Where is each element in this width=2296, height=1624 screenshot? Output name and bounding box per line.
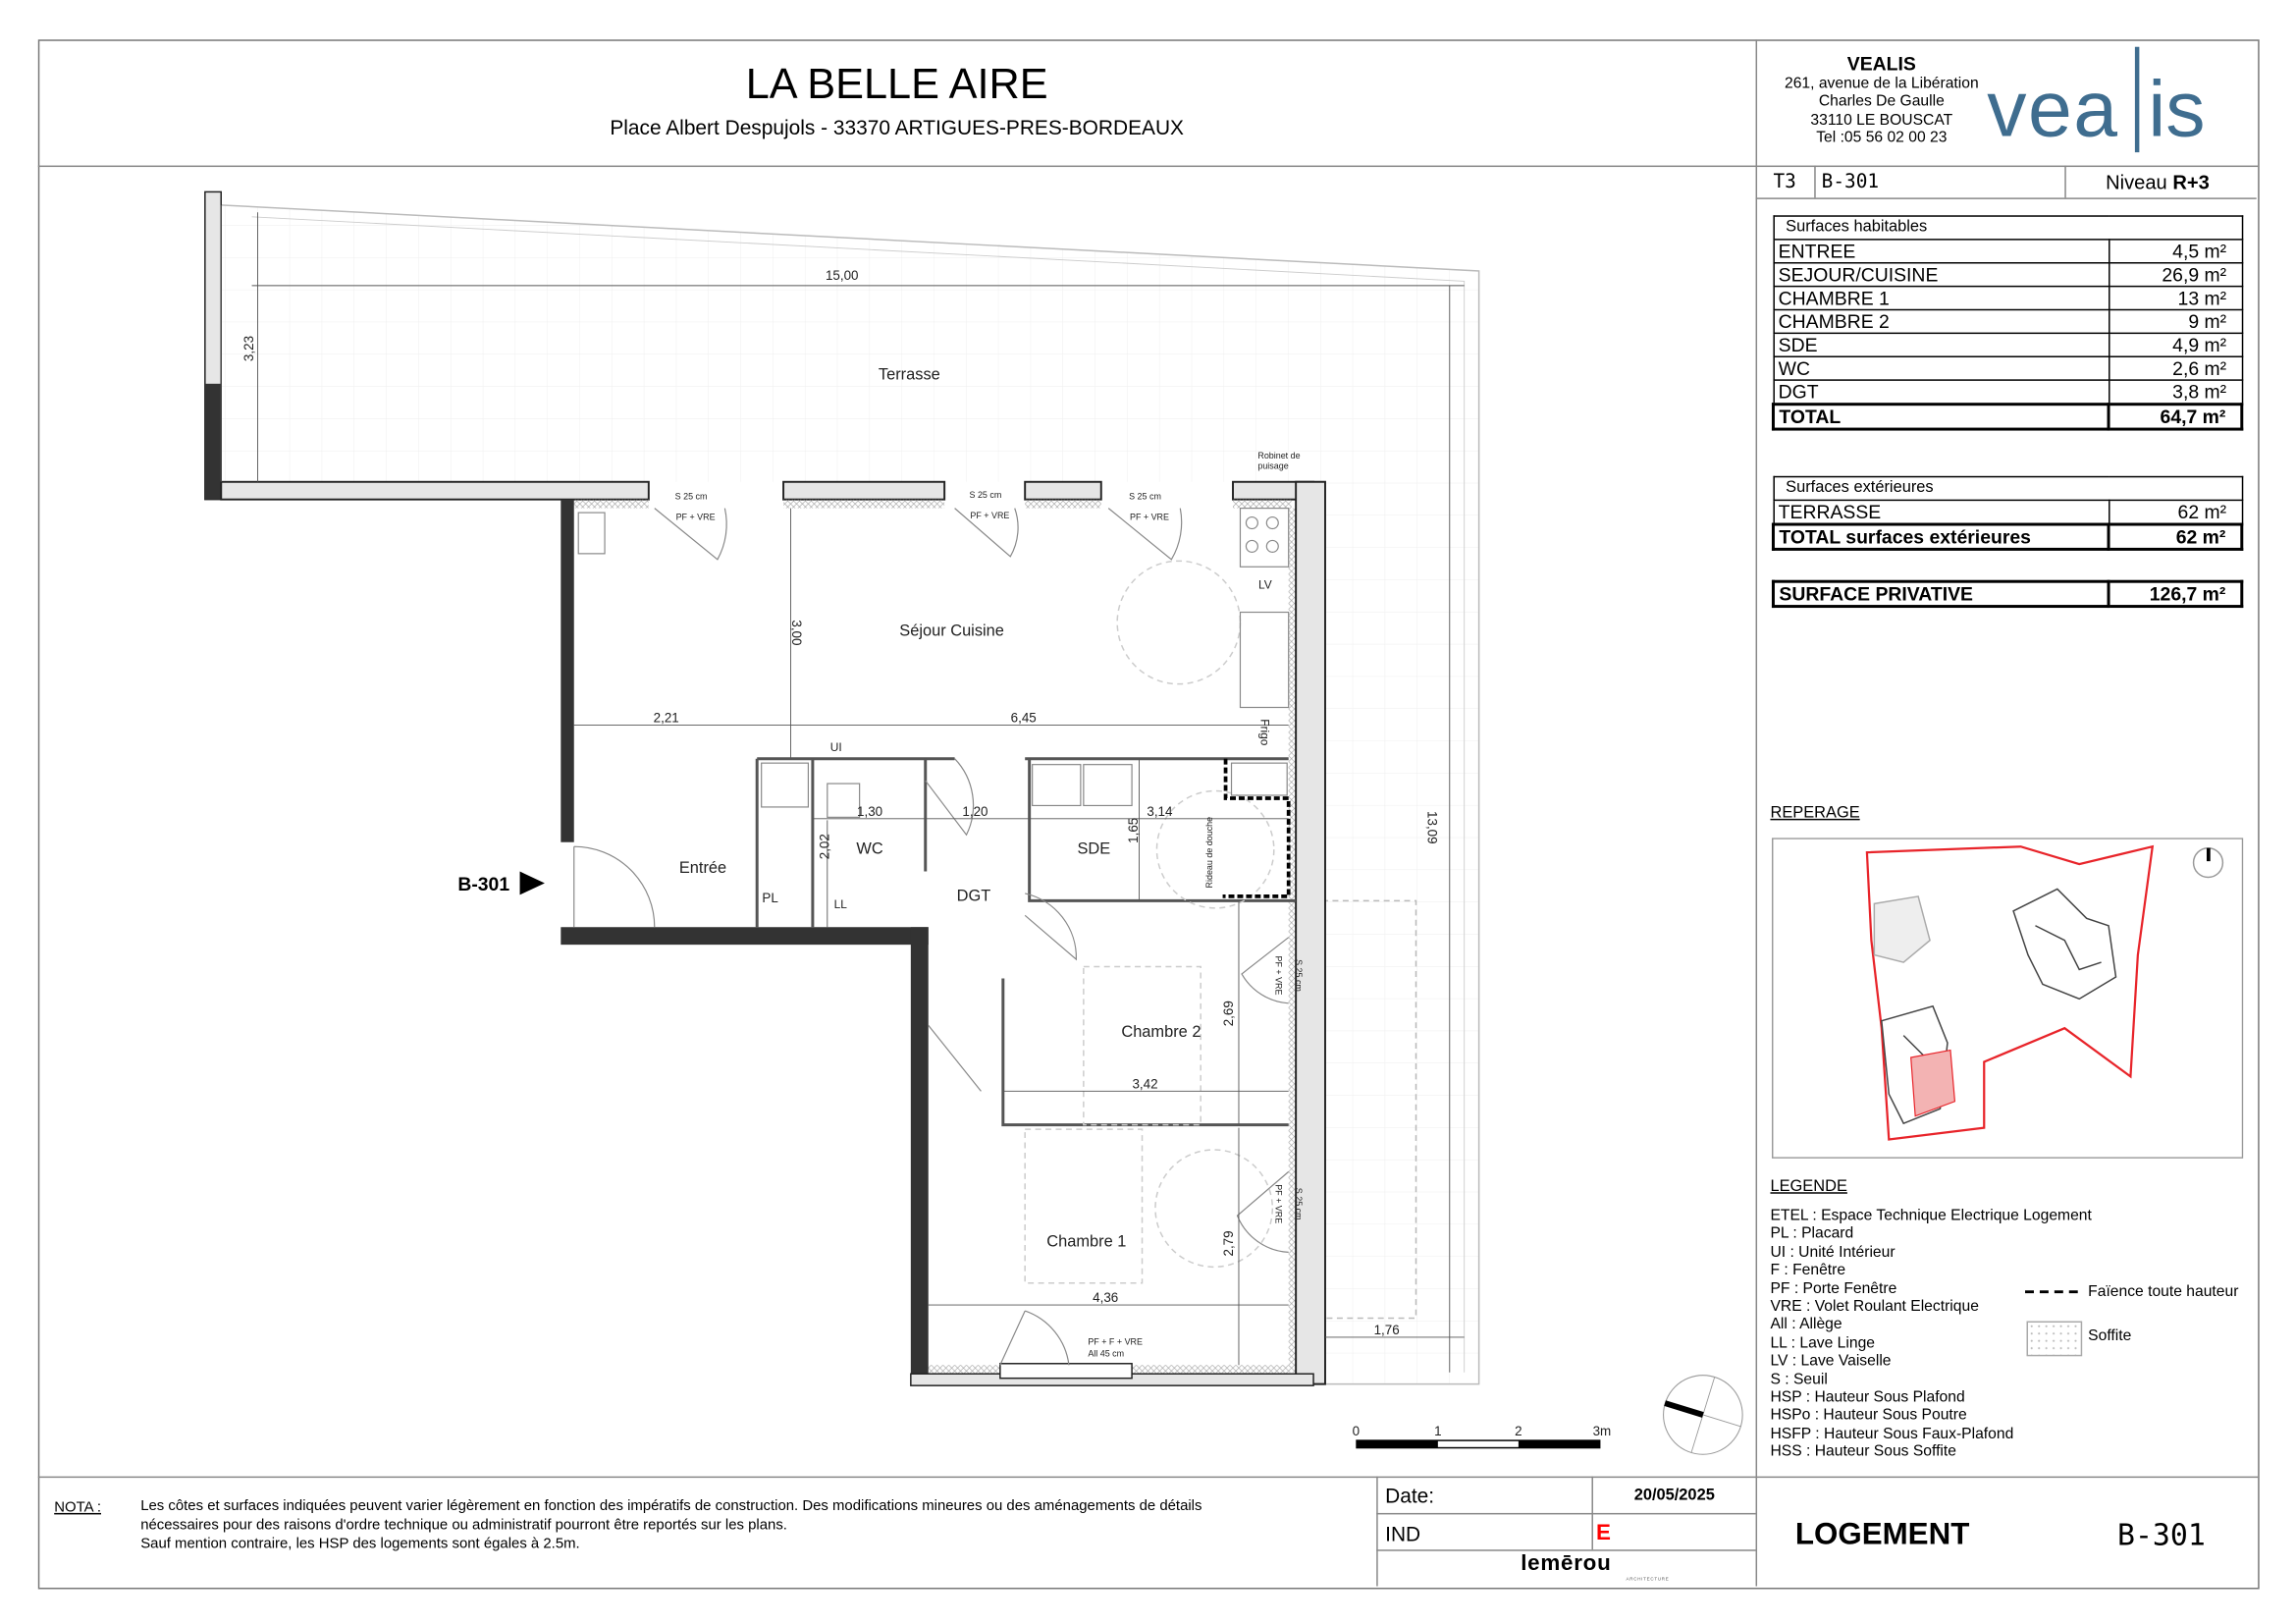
- faience-dash-symbol: [2025, 1290, 2078, 1293]
- west-wall: [561, 500, 573, 842]
- faience-line: [1223, 759, 1289, 896]
- surfaces-exterieures-table: [1772, 476, 2243, 551]
- dim-label: 13,09: [1424, 811, 1440, 844]
- vealis-logo: [1984, 44, 2218, 161]
- level-label: Niveau: [2106, 171, 2167, 193]
- nota-line: nécessaires pour des raisons d'ordre technique ou administratif pourront être reportés sur les plans.: [140, 1517, 787, 1534]
- company-address: Charles De Gaulle: [1818, 92, 1945, 111]
- row-label: CHAMBRE 2: [1773, 309, 2109, 333]
- dim-label: 3,00: [789, 620, 805, 646]
- dim-label: 1,30: [857, 803, 883, 819]
- room-label-chambre2: Chambre 2: [1121, 1023, 1201, 1042]
- project-address: Place Albert Despujols - 33370 ARTIGUES-PRES-BORDEAUX: [610, 115, 1184, 139]
- room-label-chambre1: Chambre 1: [1046, 1232, 1127, 1251]
- scale-label: 0: [1352, 1423, 1361, 1438]
- divider: [2064, 166, 2065, 198]
- rideau-note: Rideau de douche: [1204, 816, 1215, 889]
- nota-line: Sauf mention contraire, les HSP des logements sont égales à 2.5m.: [140, 1536, 580, 1553]
- unit-marker-label: B-301: [457, 873, 510, 895]
- date-label: Date:: [1385, 1484, 1435, 1507]
- dim-label: 1,20: [962, 803, 988, 819]
- legend-item: S : Seuil: [1770, 1370, 1828, 1388]
- room-label-sde: SDE: [1077, 839, 1111, 858]
- dim-label: 1,76: [1373, 1322, 1400, 1337]
- divider: [1756, 39, 1757, 1586]
- legend-item: HSS : Hauteur Sous Soffite: [1770, 1442, 1956, 1461]
- row-value: 26,9 m²: [2109, 263, 2242, 287]
- row-value: 4,5 m²: [2109, 240, 2242, 263]
- reperage-title: REPERAGE: [1770, 803, 1860, 822]
- company-address: 261, avenue de la Libération: [1784, 75, 1979, 92]
- divider: [1376, 1513, 1755, 1514]
- ind-value: E: [1595, 1520, 1611, 1545]
- row-label: WC: [1773, 356, 2109, 380]
- scale-label: 1: [1434, 1423, 1442, 1438]
- allege-note: All 45 cm: [1088, 1348, 1125, 1359]
- row-label: DGT: [1773, 380, 2109, 405]
- dim-label: 3,14: [1147, 803, 1173, 819]
- legend-item: PF : Porte Fenêtre: [1770, 1279, 1897, 1298]
- terrace-wall: [205, 384, 221, 500]
- company-block: [1764, 53, 1999, 147]
- logement-ref: B-301: [2116, 1517, 2206, 1553]
- seuil-note: S 25 cm: [1129, 491, 1161, 502]
- table-row: [1773, 240, 2241, 263]
- total-row: [1773, 524, 2241, 549]
- date-value: 20/05/2025: [1633, 1487, 1715, 1504]
- row-value: 13 m²: [2109, 287, 2242, 310]
- dim-label: 2,02: [817, 834, 832, 860]
- soffite-symbol: [2027, 1322, 2083, 1357]
- legend-title: LEGENDE: [1770, 1177, 1847, 1196]
- furniture: [1025, 561, 1274, 1282]
- architect-logo-sub: ARCHITECTURE: [1626, 1576, 1670, 1583]
- dim-label: 2,21: [653, 710, 679, 726]
- scale-bar: [1353, 1424, 1612, 1448]
- opening-note: PF + VRE: [1273, 1184, 1284, 1224]
- table-row: [1773, 333, 2241, 356]
- label-frigo: Frigo: [1257, 719, 1272, 746]
- row-label: CHAMBRE 1: [1773, 287, 2109, 310]
- total-label: TOTAL surfaces extérieures: [1773, 524, 2109, 549]
- window: [1000, 1364, 1132, 1379]
- unit-ref: B-301: [1821, 171, 1880, 193]
- table-title: Surfaces extérieures: [1773, 477, 2241, 501]
- unit-type: T3: [1773, 171, 1796, 193]
- total-label: SURFACE PRIVATIVE: [1773, 581, 2109, 606]
- seuil-note: S 25 cm: [1294, 1187, 1305, 1220]
- table-row: [1773, 263, 2241, 287]
- legend-item: F : Fenêtre: [1770, 1261, 1846, 1279]
- svg-text:vea: vea: [1987, 65, 2119, 154]
- company-name: VEALIS: [1846, 52, 1916, 76]
- opening-note: PF + F + VRE: [1088, 1336, 1143, 1347]
- total-value: 62 m²: [2109, 524, 2242, 549]
- room-label-entree: Entrée: [678, 859, 727, 878]
- room-label-wc: WC: [856, 839, 883, 858]
- legend-soffite: Soffite: [2088, 1326, 2132, 1345]
- row-value: 2,6 m²: [2109, 356, 2242, 380]
- reperage-map: [1772, 838, 2243, 1159]
- dim-label: 3,23: [241, 335, 257, 362]
- legend-item: HSFP : Hauteur Sous Faux-Plafond: [1770, 1425, 2014, 1443]
- scale-label: 3m: [1592, 1423, 1612, 1438]
- robinet-note: Robinet de: [1257, 450, 1301, 460]
- legend-item: HSP : Hauteur Sous Plafond: [1770, 1388, 1965, 1407]
- compass-icon: [1664, 1376, 1743, 1455]
- legend-item: LV : Lave Vaiselle: [1770, 1352, 1892, 1371]
- legend-item: LL : Lave Linge: [1770, 1333, 1876, 1352]
- opening-note: PF + VRE: [1273, 955, 1284, 996]
- ind-label: IND: [1385, 1521, 1421, 1545]
- table-title: Surfaces habitables: [1773, 216, 2241, 240]
- project-title: LA BELLE AIRE: [745, 61, 1048, 109]
- seuil-note: S 25 cm: [1294, 959, 1305, 992]
- legend-item: PL : Placard: [1770, 1224, 1854, 1243]
- robinet-note: puisage: [1257, 460, 1289, 471]
- label-ll: LL: [833, 896, 847, 911]
- divider: [1756, 197, 2257, 198]
- room-label-sejour: Séjour Cuisine: [899, 622, 1004, 640]
- dim-label: 1,65: [1126, 817, 1142, 843]
- table-row: [1773, 380, 2241, 405]
- dim-label: 4,36: [1093, 1290, 1119, 1306]
- dim-label: 2,69: [1221, 1001, 1237, 1027]
- svg-text:is: is: [2148, 65, 2206, 154]
- nota-text: [140, 1497, 1370, 1554]
- nota-line: Les côtes et surfaces indiquées peuvent varier légèrement en fonction des impératifs de construction. Des modifications mineures ou des aménagements de détails: [140, 1498, 1202, 1515]
- surfaces-habitables-table: [1772, 215, 2243, 430]
- total-label: TOTAL: [1773, 405, 2109, 429]
- scale-label: 2: [1515, 1423, 1522, 1438]
- row-label: ENTREE: [1773, 240, 2109, 263]
- entrance-arrow-icon: [520, 872, 545, 895]
- architect-logo: lemērou: [1521, 1550, 1612, 1577]
- company-address: 33110 LE BOUSCAT: [1810, 110, 1953, 129]
- total-value: 64,7 m²: [2109, 405, 2242, 429]
- kitchen-fixtures: [578, 509, 1288, 818]
- room-label-terrasse: Terrasse: [878, 365, 940, 384]
- east-wall: [1296, 482, 1325, 1384]
- dim-label: 3,42: [1132, 1076, 1158, 1092]
- nota-label: NOTA :: [54, 1499, 101, 1516]
- wall: [911, 927, 929, 1374]
- company-phone: Tel :05 56 02 00 23: [1816, 129, 1948, 147]
- seuil-note: S 25 cm: [969, 490, 1002, 501]
- legend-item: UI : Unité Intérieur: [1770, 1243, 1896, 1262]
- seuil-note: S 25 cm: [674, 491, 708, 502]
- label-ui: UI: [829, 740, 842, 755]
- dim-label: 15,00: [825, 267, 859, 283]
- row-value: 62 m²: [2109, 500, 2242, 524]
- total-row: [1773, 405, 2241, 429]
- label-lv: LV: [1257, 577, 1272, 592]
- map-frame: [1773, 839, 2243, 1158]
- south-wall: [561, 927, 928, 945]
- legend-item: HSPo : Hauteur Sous Poutre: [1770, 1406, 1967, 1425]
- table-row: [1773, 356, 2241, 380]
- table-row: [1773, 309, 2241, 333]
- divider: [38, 1477, 2258, 1478]
- legend-item: VRE : Volet Roulant Electrique: [1770, 1297, 1979, 1316]
- total-row: [1773, 581, 2241, 606]
- row-value: 3,8 m²: [2109, 380, 2242, 405]
- legend-faience: Faïence toute hauteur: [2088, 1282, 2239, 1301]
- label-pl: PL: [762, 890, 778, 905]
- row-label: SEJOUR/CUISINE: [1773, 263, 2109, 287]
- opening-note: PF + VRE: [970, 511, 1010, 521]
- opening-note: PF + VRE: [1129, 512, 1169, 522]
- legend-item: All : Allège: [1770, 1316, 1842, 1334]
- divider: [1814, 166, 1815, 198]
- dim-label: 6,45: [1010, 710, 1037, 726]
- total-value: 126,7 m²: [2109, 581, 2242, 606]
- legend-item: ETEL : Espace Technique Electrique Logement: [1770, 1207, 2092, 1225]
- surface-privative-table: [1772, 580, 2243, 608]
- row-value: 9 m²: [2109, 309, 2242, 333]
- table-row: [1773, 500, 2241, 524]
- table-row: [1773, 287, 2241, 310]
- dim-label: 2,79: [1221, 1230, 1237, 1257]
- unit-level: [2106, 172, 2210, 193]
- row-label: SDE: [1773, 333, 2109, 356]
- room-label-dgt: DGT: [956, 887, 991, 905]
- level-value: R+3: [2172, 171, 2210, 193]
- row-label: TERRASSE: [1773, 500, 2109, 524]
- opening-note: PF + VRE: [675, 512, 716, 522]
- logement-label: LOGEMENT: [1794, 1517, 1970, 1551]
- row-value: 4,9 m²: [2109, 333, 2242, 356]
